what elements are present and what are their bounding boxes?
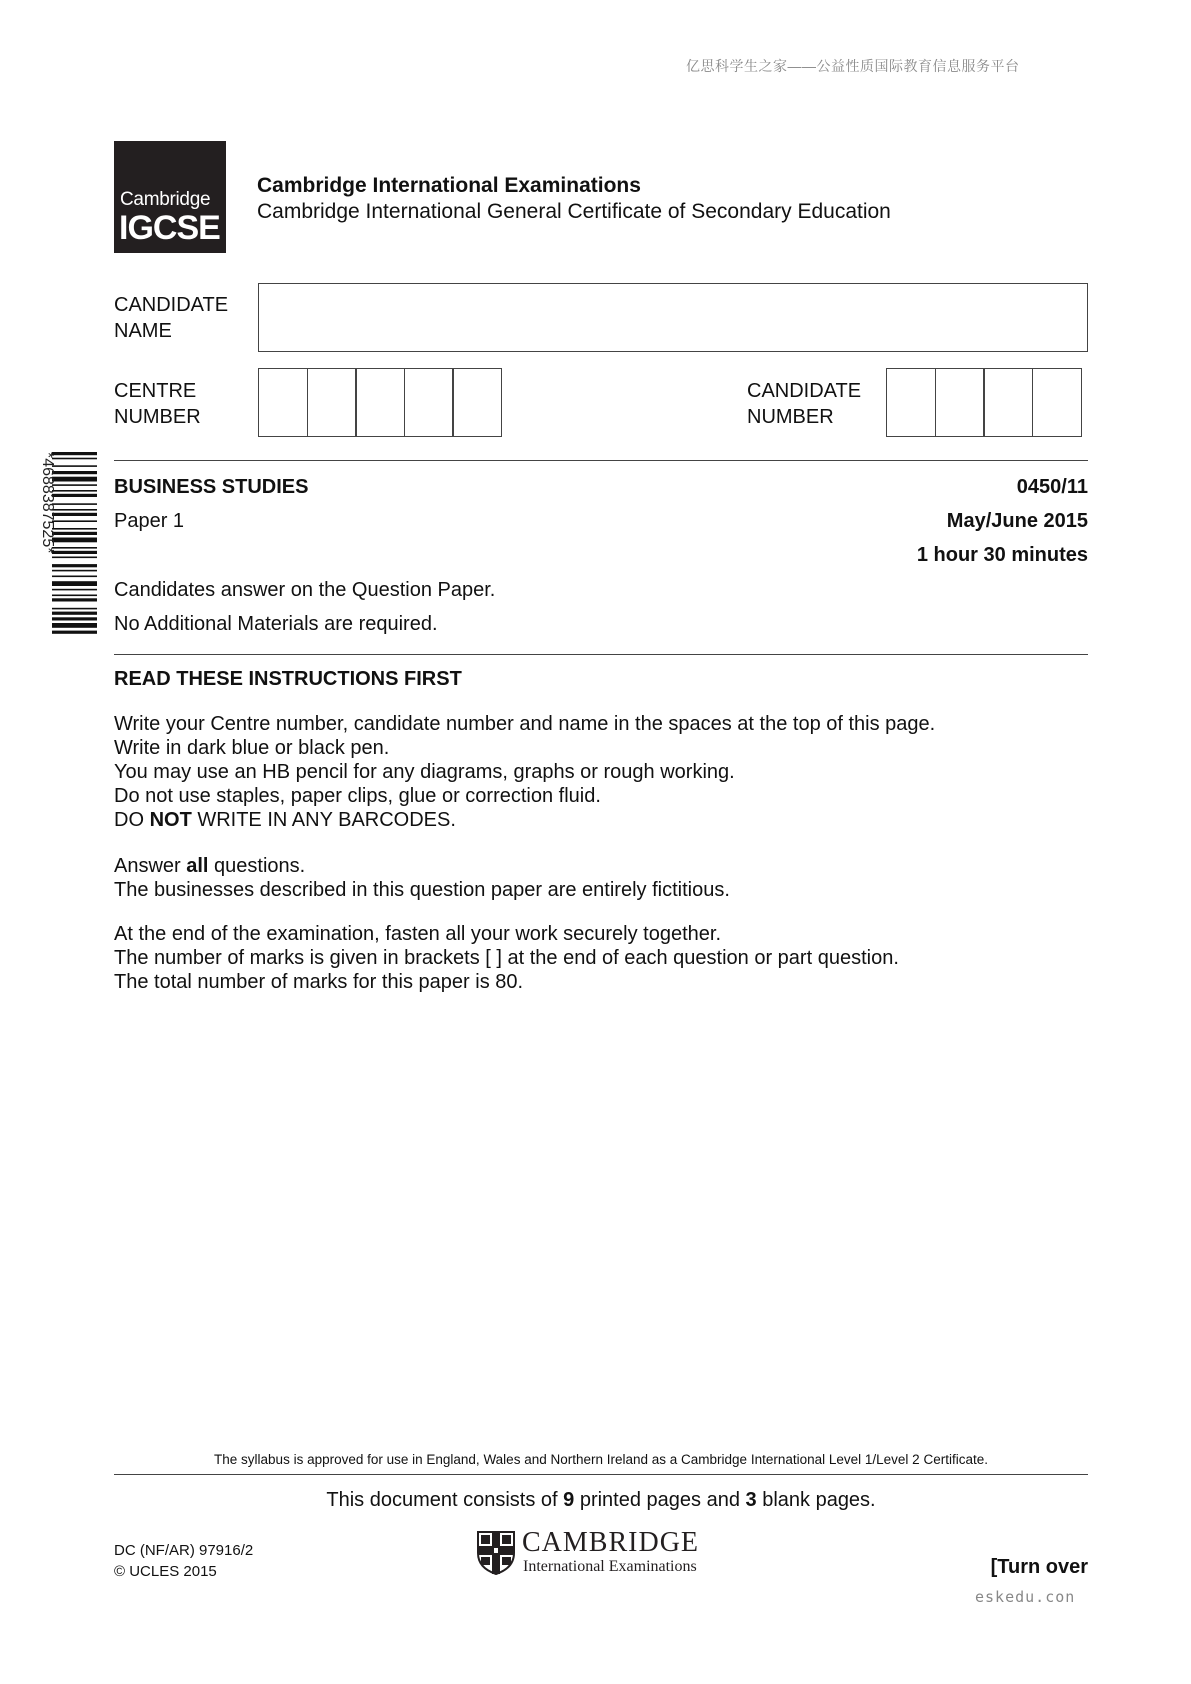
instruction-line: At the end of the examination, fasten all your work securely together. [114,923,722,945]
instruction-line: Write your Centre number, candidate number and name in the spaces at the top of this page. [114,713,936,735]
cambridge-wordmark: CAMBRIDGE [522,1527,700,1558]
divider [114,654,1088,655]
divider [114,1474,1088,1475]
candidate-number-cell[interactable] [1032,368,1082,437]
cambridge-subtitle: International Examinations [523,1558,697,1575]
materials-note: No Additional Materials are required. [114,613,438,635]
candidate-number-cell[interactable] [935,368,985,437]
centre-number-field[interactable] [258,368,502,437]
dc-code: DC (NF/AR) 97916/2 [114,1542,254,1559]
instruction-line: Do not use staples, paper clips, glue or correction fluid. [114,785,601,807]
divider [114,460,1088,461]
instruction-line-barcodes: DO NOT WRITE IN ANY BARCODES. [114,809,456,831]
centre-number-label: CENTRE NUMBER [114,380,201,428]
centre-number-cell[interactable] [307,368,357,437]
answer-note: Candidates answer on the Question Paper. [114,579,496,601]
exam-board-title: Cambridge International Examinations [257,174,641,197]
cambridge-crest-icon [477,1531,515,1575]
cambridge-igcse-logo [114,141,226,253]
subject-name: BUSINESS STUDIES [114,476,309,498]
centre-number-cell[interactable] [452,368,502,437]
candidate-number-label: CANDIDATE NUMBER [747,380,862,428]
centre-number-cell[interactable] [355,368,405,437]
turn-over: [Turn over [990,1556,1088,1578]
instruction-line: Write in dark blue or black pen. [114,737,390,759]
candidate-number-field[interactable] [886,368,1082,437]
syllabus-note: The syllabus is approved for use in England, Wales and Northern Ireland as a Cambridge International Level 1/Level 2 Certificate. [214,1452,988,1467]
paper-number: Paper 1 [114,510,185,532]
logo-line2: IGCSE [119,209,220,247]
page-count-note: This document consists of 9 printed pages and 3 blank pages. [326,1489,876,1511]
instructions-block-2 [114,854,730,902]
candidate-number-cell[interactable] [983,368,1033,437]
instruction-line: The businesses described in this question paper are entirely fictitious. [114,879,730,901]
instruction-line: The number of marks is given in brackets [ ] at the end of each question or part question. [114,947,899,969]
centre-number-cell[interactable] [258,368,308,437]
candidate-name-label: CANDIDATE NAME [114,294,229,342]
candidate-number-cell[interactable] [886,368,936,437]
centre-number-cell[interactable] [404,368,454,437]
instruction-line: The total number of marks for this paper is 80. [114,971,524,993]
instruction-line-answer: Answer all questions. [114,855,306,877]
logo-line1: Cambridge [120,189,211,210]
document-reference [114,1540,253,1582]
qualification-title: Cambridge International General Certificate of Secondary Education [257,200,891,223]
watermark-bottom: eskedu.con [975,1588,1076,1606]
syllabus-code: 0450/11 [1016,476,1088,498]
instruction-line: You may use an HB pencil for any diagrams, graphs or rough working. [114,761,735,783]
instructions-block-1 [114,712,935,832]
instructions-block-3 [114,922,899,994]
barcode-digits: *4688387525* [39,452,56,554]
instructions-heading: READ THESE INSTRUCTIONS FIRST [114,668,462,690]
exam-session: May/June 2015 [946,510,1088,532]
exam-duration: 1 hour 30 minutes [916,544,1088,566]
copyright: © UCLES 2015 [114,1563,217,1580]
candidate-name-field[interactable] [258,283,1088,352]
watermark-top: 亿思科学生之家——公益性质国际教育信息服务平台 [686,58,1020,74]
barcode-graphic [52,452,97,678]
